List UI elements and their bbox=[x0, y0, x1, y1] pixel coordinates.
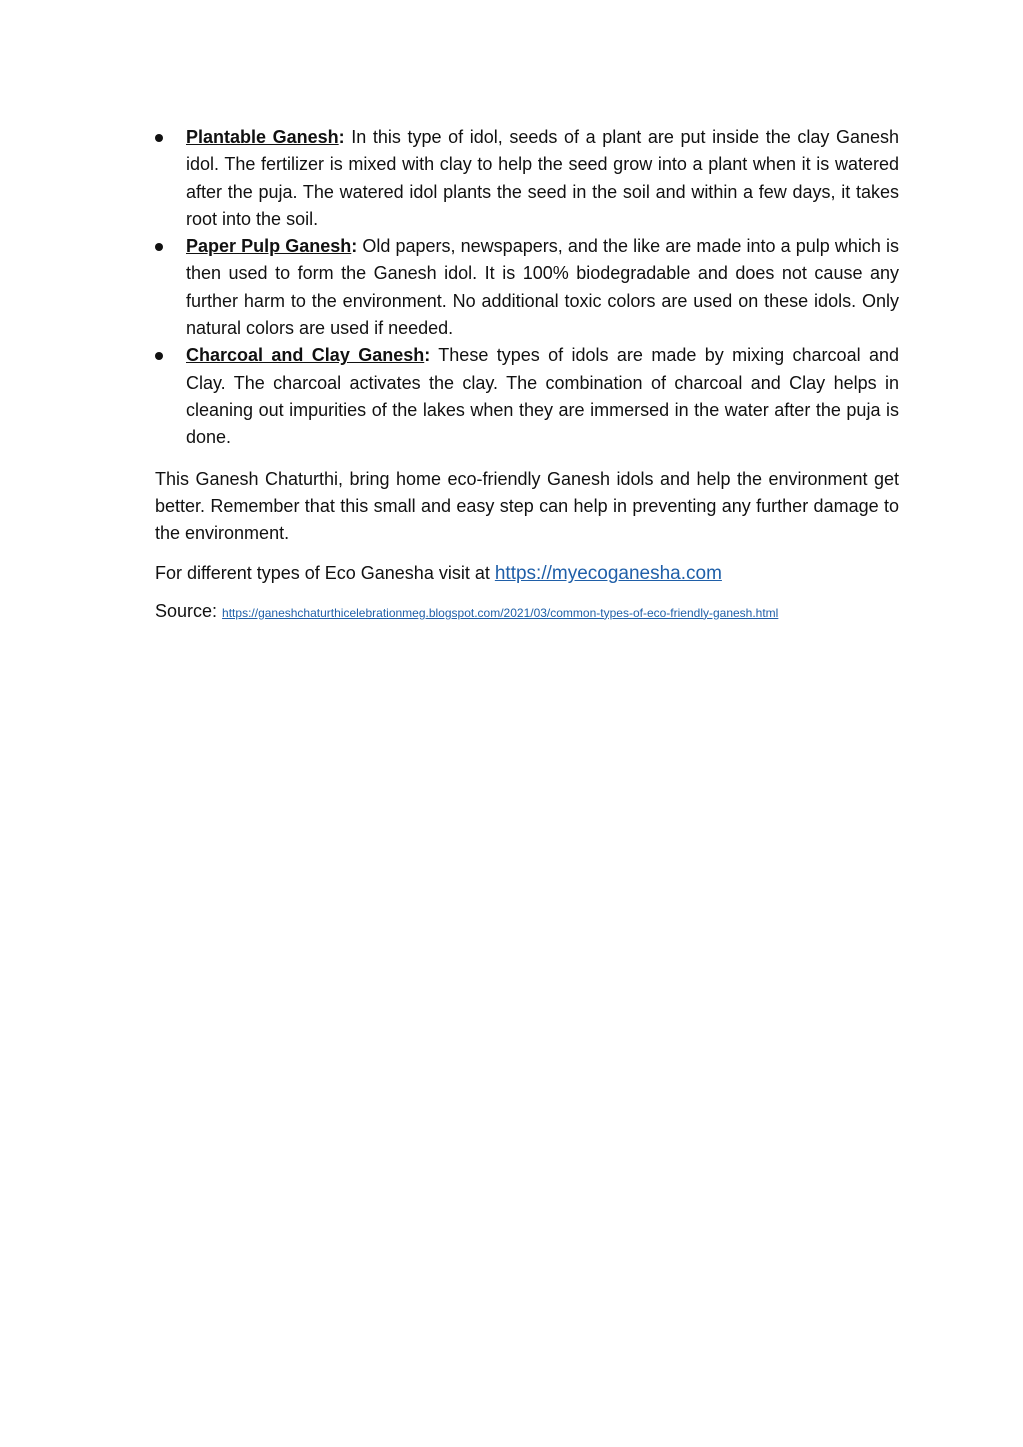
item-term: Plantable Ganesh bbox=[186, 127, 339, 147]
source-paragraph bbox=[155, 598, 899, 627]
bullet-icon bbox=[155, 243, 163, 251]
source-link[interactable]: https://ganeshchaturthicelebrationmeg.blogspot.com/2021/03/common-types-of-eco-friendly-ganesh.html bbox=[222, 605, 779, 620]
bullet-icon bbox=[155, 134, 163, 142]
bullet-icon bbox=[155, 352, 163, 360]
item-term: Charcoal and Clay Ganesh bbox=[186, 345, 425, 366]
item-description: In this type of idol, seeds of a plant are put inside the clay Ganesh idol. The fertilizer is mixed with clay to help the seed grow into a plant when it is watered after the puja. The watered idol plants the seed in the soil and within a few days, it takes root into the soil. bbox=[186, 127, 899, 229]
item-colon: : bbox=[338, 127, 345, 147]
item-colon: : bbox=[351, 236, 358, 257]
list-item bbox=[155, 233, 899, 342]
document-page bbox=[155, 124, 899, 627]
myecoganesha-link[interactable]: https://myecoganesha.com bbox=[494, 563, 722, 585]
source-label: Source: bbox=[155, 600, 223, 621]
visit-paragraph bbox=[155, 560, 899, 587]
eco-ganesh-types-list bbox=[155, 124, 899, 452]
visit-text: For different types of Eco Ganesha visit at bbox=[155, 563, 495, 584]
item-colon: : bbox=[424, 345, 431, 366]
item-term: Paper Pulp Ganesh bbox=[186, 236, 352, 257]
item-description: Old papers, newspapers, and the like are made into a pulp which is then used to form the Ganesh idol. It is 100% biodegradable and does not cause any further harm to the environment. No additional toxic colors are used on these idols. Only natural colors are used if needed. bbox=[186, 236, 899, 339]
closing-paragraph: This Ganesh Chaturthi, bring home eco-friendly Ganesh idols and help the environment get better. Remember that this small and easy step can help in preventing any further damage to the environment. bbox=[155, 468, 899, 544]
list-item bbox=[155, 342, 899, 451]
list-item bbox=[155, 124, 899, 233]
item-description: These types of idols are made by mixing charcoal and Clay. The charcoal activates the clay. The combination of charcoal and Clay helps in cleaning out impurities of the lakes when they are immersed in the water after the puja is done. bbox=[186, 345, 899, 448]
